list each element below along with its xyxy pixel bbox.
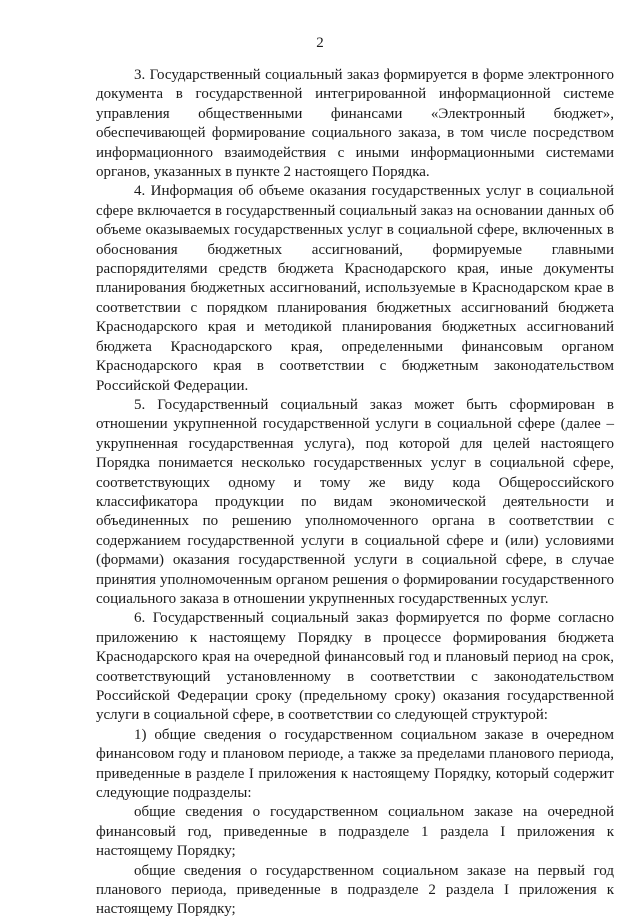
page-number: 2 [316, 35, 324, 51]
paragraph-subsection-2: общие сведения о государственном социальном заказе на первый год планового периода, приведенные в подразделе 2 раздела I приложения к настоящему Порядку; [96, 862, 614, 918]
paragraph-item-5: 5. Государственный социальный заказ может быть сформирован в отношении укрупненной государственной услуги в социальной сфере (далее – укрупненная государственная услуга), под которой для целей настоящего Порядка понимается несколько государственных услуг в социальной сфере, соответствующих одному и тому же виду кода Общероссийского классификатора продукции по видам экономической деятельности и объединенных по решению уполномоченного органа в соответствии с содержанием государственной услуги в социальной сфере и (или) условиями (формами) оказания государственной услуги в социальной сфере, в случае принятия уполномоченным органом решения о формировании государственного социального заказа в отношении укрупненных государственных услуг. [96, 396, 614, 607]
paragraph-subitem-1: 1) общие сведения о государственном социальном заказе в очередном финансовом году и плановом периоде, а также за пределами планового периода, приведенные в разделе I приложения к настоящему Порядку, который содержит следующие подразделы: [96, 726, 614, 802]
paragraph-subsection-1: общие сведения о государственном социальном заказе на очередной финансовый год, приведенные в подразделе 1 раздела I приложения к настоящему Порядку; [96, 804, 614, 860]
paragraph-item-6: 6. Государственный социальный заказ формируется по форме согласно приложению к настоящему Порядку в процессе формирования бюджета Краснодарского края на очередной финансовый год и плановый период на срок, соответствующий установленному в соответствии с законодательством Российской Федерации сроку (предельному сроку) оказания государственной услуги в социальной сфере, в соответствии со следующей структурой: [96, 610, 614, 724]
document-body [96, 66, 614, 920]
paragraph-item-3: 3. Государственный социальный заказ формируется в форме электронного документа в государственной интегрированной информационной системе управления общественными финансами «Электронный бюджет», обеспечивающей формирование социального заказа, в том числе посредством информационного взаимодействия с иными информационными системами органов, указанных в пункте 2 настоящего Порядка. [96, 67, 614, 181]
paragraph-item-4: 4. Информация об объеме оказания государственных услуг в социальной сфере включается в государственный социальный заказ на основании данных об объеме оказываемых государственных услуг в социальной сфере, включенных в обоснования бюджетных ассигнований, формируемые главными распорядителями средств бюджета Краснодарского края, иные документы планирования бюджетных ассигнований, используемые в Краснодарском крае в соответствии с порядком планирования бюджетных ассигнований бюджета Краснодарского края и методикой планирования бюджетных ассигнований бюджета Краснодарского края, определенными финансовым органом Краснодарского края в соответствии с бюджетным законодательством Российской Федерации. [96, 183, 614, 394]
